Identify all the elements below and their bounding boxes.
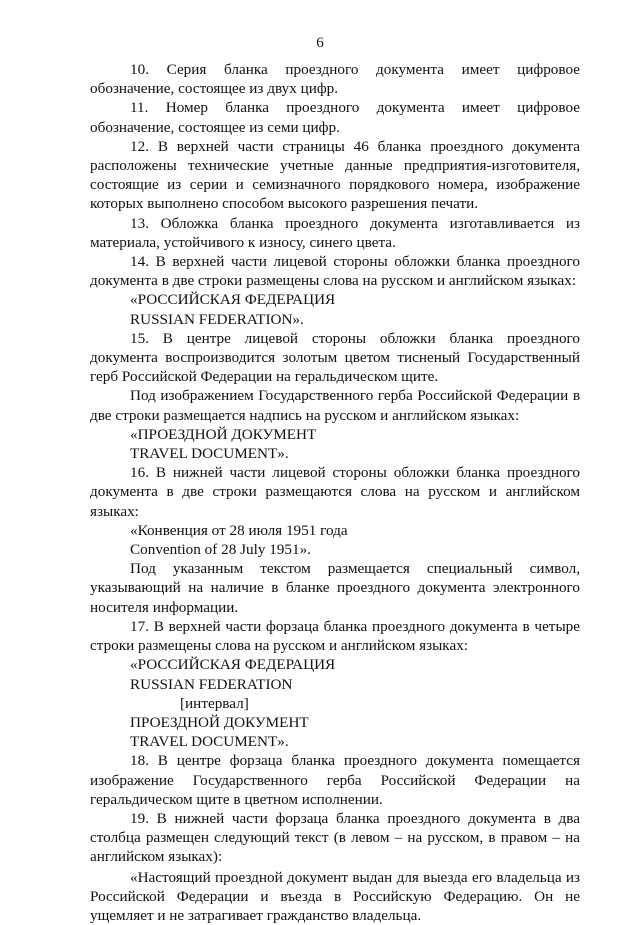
document-body: [90, 60, 580, 925]
paragraph-statement: «Настоящий проездной документ выдан для выезда его владельца из Российской Федерации и въезда в Российскую Федерацию. Он не ущемляет и не затрагивает гражданство владельца.: [90, 868, 580, 924]
paragraph-12: 12. В верхней части страницы 46 бланка проездного документа расположены технические учетные данные предприятия-изготовителя, состоящие из серии и семизначного порядкового номера, изображение которых выполнено способом высокого разрешения печати.: [90, 137, 580, 213]
quote-flyleaf-en: RUSSIAN FEDERATION: [130, 675, 293, 693]
paragraph-14: 14. В верхней части лицевой стороны обложки бланка проездного документа в две строки размещены слова на русском и английском языках:: [90, 253, 580, 290]
paragraph-10: 10. Серия бланка проездного документа имеет цифровое обозначение, состоящее из двух цифр.: [90, 61, 580, 98]
paragraph-13: 13. Обложка бланка проездного документа изготавливается из материала, устойчивого к износу, синего цвета.: [90, 214, 580, 251]
quote-flyleaf-interval: [интервал]: [180, 694, 249, 712]
quote-federation-en: RUSSIAN FEDERATION».: [130, 310, 304, 328]
paragraph-15: 15. В центре лицевой стороны обложки бланка проездного документа воспроизводится золотым цветом тисненый Государственный герб Российской Федерации на геральдическом щите.: [90, 329, 580, 386]
paragraph-16: 16. В нижней части лицевой стороны обложки бланка проездного документа в две строки размещаются слова на русском и английском языках:: [90, 464, 580, 520]
quote-flyleaf-travel-ru: ПРОЕЗДНОЙ ДОКУМЕНТ: [130, 713, 309, 731]
quote-flyleaf-ru: «РОССИЙСКАЯ ФЕДЕРАЦИЯ: [130, 656, 336, 674]
paragraph-11: 11. Номер бланка проездного документа имеет цифровое обозначение, состоящее из семи цифр.: [90, 99, 580, 136]
quote-convention-ru: «Конвенция от 28 июля 1951 года: [130, 521, 348, 539]
paragraph-symbol: Под указанным текстом размещается специальный символ, указывающий на наличие в бланке проездного документа электронного носителя информации.: [90, 560, 580, 616]
paragraph-19: 19. В нижней части форзаца бланка проездного документа в два столбца размещен следующий текст (в левом – на русском, в правом – на английском языках):: [90, 809, 580, 866]
paragraph-17: 17. В верхней части форзаца бланка проездного документа в четыре строки размещены слова на русском и английском языках:: [90, 617, 580, 655]
quote-travel-en: TRAVEL DOCUMENT».: [130, 445, 289, 463]
quote-federation-ru: «РОССИЙСКАЯ ФЕДЕРАЦИЯ: [130, 291, 336, 309]
page-number: 6: [316, 35, 324, 51]
paragraph-18: 18. В центре форзаца бланка проездного документа помещается изображение Государственного герба Российской Федерации на геральдическом щите в цветном исполнении.: [90, 752, 580, 808]
paragraph-emblem-caption: Под изображением Государственного герба Российской Федерации в две строки размещается надпись на русском и английском языках:: [90, 387, 580, 424]
quote-convention-en: Convention of 28 July 1951».: [130, 541, 311, 559]
quote-flyleaf-travel-en: TRAVEL DOCUMENT».: [130, 733, 289, 751]
quote-travel-ru: «ПРОЕЗДНОЙ ДОКУМЕНТ: [130, 425, 317, 443]
